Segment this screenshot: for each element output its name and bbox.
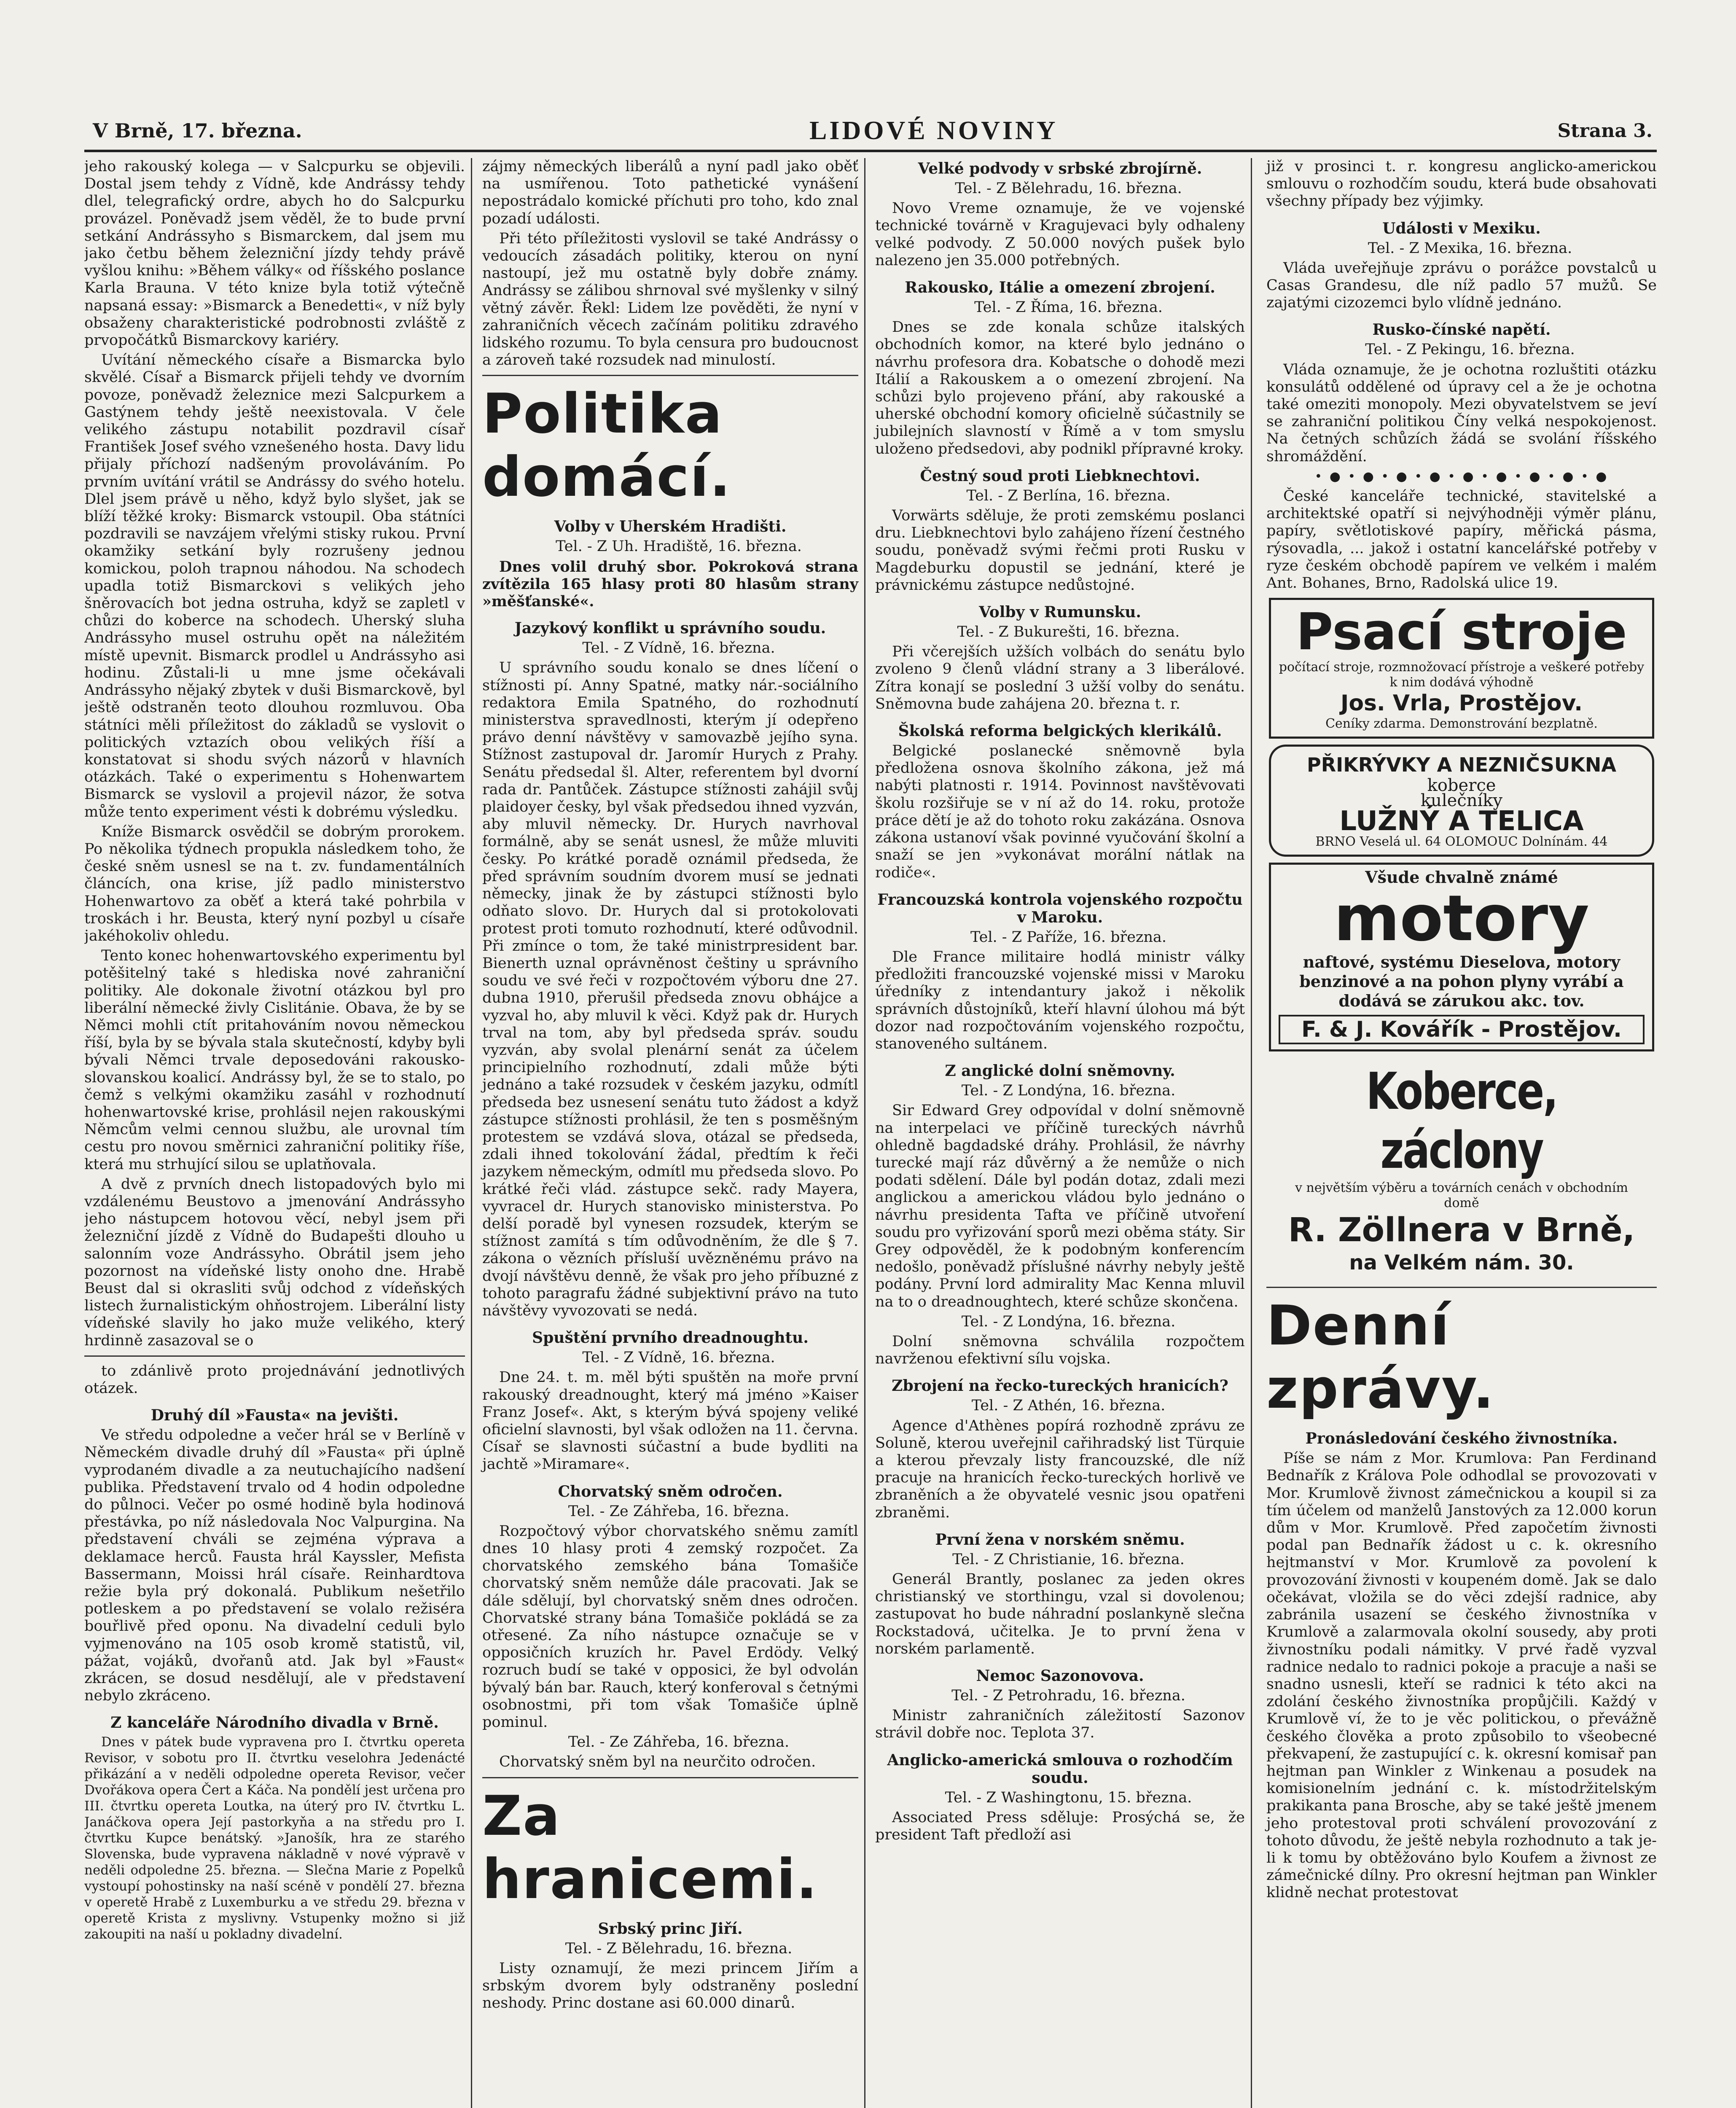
dateline: Tel. - Z Mexika, 16. března. [1368,239,1572,257]
headline: Čestný soud proti Liebknechtovi. [920,467,1200,485]
dateline: Tel. - Z Bělehradu, 16. března. [565,1940,793,1957]
headline-narodni-divadlo: Z kanceláře Národního divadla v Brně. [110,1714,439,1732]
article-text: Agence d'Athènes popírá rozhodně zprávu ze Soluně, kterou uveřejnil cařihradský list Türquie a kterou převzaly listy francouzské, dle níž pracuje na hranicích řecko-tureckých horlivě ve zbraněních a že obyvatelé vesnic jsou opatřeni zbraněmi. [875,1417,1245,1521]
article-text: A dvě z prvních dnech listopadových bylo mi vzdálenému Beustovo a jmenování Andrássyho jeho nástupcem hotovou věcí, nebyl jsem při železniční jízdě z Vídně do Budapešti dlouho u salonním voze Andrássyho. Obrátil jsem jeho pozornost na vídeňské listy onoho dne. Hrabě Beust dal si okrasliti svůj odchod z vídeňských listech žurnalistickým ohňostrojem. Liberální listy vídeňské slavily ho jako muže velikého, který hrdinně zasazoval se o [84,1175,465,1349]
article-text: Při této příležitosti vyslovil se také Andrássy o vedoucích zásadách politiky, kterou on nyní nastoupí, jež mu ostatně byly dobře známy. Andrássy se zálibou shrnoval své myšlenky v silný větný závěr. Řekl: Lidem lze pověděti, že nyní v zahraničních věcech začínám politiku zdravého lidského rozumu. To byla censura pro budoucnost a zároveň také rozsudek nad minulostí. [482,230,858,369]
headline: Volby v Uherském Hradišti. [554,518,787,536]
column-4 [1260,158,1657,2108]
article-text: to zdánlivě proto projednávání jednotlivých otázek. [84,1362,465,1397]
ad-koberce [1269,1057,1654,1281]
notice-text: České kanceláře technické, stavitelské a architektské opatří si nejvýhodněji výměr plánu, papíry, světlotiskové papíry, měřická pásma, rýsovadla, ... jakož i ostatní kancelářské potřeby v ryze českém obchodě papírem ve velkém i malém Ant. Bohanes, Brno, Radolská ulice 19. [1266,488,1657,592]
article-text: Dnes se zde konala schůze italských obchodních komor, na které bylo jednáno o návrhu profesora dra. Kobatsche o dohodě mezi Itálií a Rakouskem a o omezení zbrojení. Na schůzi bylo projeveno přání, aby rakouské a uherské obchodní komory oficielně súčastnily se jubilejních slavností v Římě a v tom smyslu uloženo předsedovi, aby podnikl přípravné kroky. [875,319,1245,457]
article-text: Dnes v pátek bude vypravena pro I. čtvrtku opereta Revisor, v sobotu pro II. čtvrtku veselohra Jedenácté přikázání a v neděli odpoledne opereta Revisor, večer Dvořákova opera Čert a Káča. Na pondělí jest určena pro III. čtvrtku opereta Loutka, na úterý pro IV. čtvrtku L. Janáčkova opera Její pastorkyňa a na středu pro I. čtvrtku Kupce benátský. »Janošík, hra ze starého Slovenska, bude vypravena nákladně v nové výpravě v neděli odpoledne 25. března. — Slečna Marie z Popelků vystoupí pohostinsky na naší scéně v pondělí 27. března v operetě Hrabě z Luxemburku a ve středu 29. března v operetě Krista z myslivny. Vstupenky možno si již zakoupiti na naší u pokladny divadelní. [84,1734,465,1942]
headline: Z anglické dolní sněmovny. [945,1062,1175,1080]
headline: Anglicko-americká smlouva o rozhodčím soudu. [887,1751,1233,1787]
ad-text: koberce [1427,776,1496,796]
article-text: Rozpočtový výbor chorvatského sněmu zamítl dnes 10 hlasy proti 4 zemský rozpočet. Za chorvatského zemského bána Tomašiče chorvatský sněm nemůže dále pracovati. Jak se dále sdělují, byl chorvatský sněm dnes odročen. Chorvatské strany bána Tomašiče pokládá se za otřesené. Za ního nástupce označuje se v opposičních kruzích hr. Pavel Erdödy. Velký rozruch budí se také v opposici, že byl odvolán bývalý bán bar. Rauch, který konferoval s četnými osobnostmi, při tom však Tomašiče úplně pominul. [482,1522,858,1731]
divider [482,1777,858,1778]
ad-text: počítací stroje, rozmnožovací přístroje a veškeré potřeby k nim dodává výhodně [1279,660,1645,690]
headline: Školská reforma belgických klerikálů. [898,722,1222,740]
section-title-za-hranicemi: Za hranicemi. [482,1783,818,1911]
dateline: Tel. - Z Londýna, 16. března. [961,1313,1176,1330]
dateline: Tel. - Z Bělehradu, 16. března. [955,180,1182,197]
headline: Jazykový konflikt u správního soudu. [514,619,826,637]
ad-firm: R. Zöllnera v Brně, [1288,1211,1635,1250]
dateline: Tel. - Z Paříže, 16. března. [970,928,1166,946]
headline: První žena v norském sněmu. [935,1530,1185,1549]
dateline: Tel. - Z Washingtonu, 15. března. [945,1789,1192,1806]
ad-motory [1269,863,1654,1051]
headline: Nemoc Sazonovova. [976,1667,1144,1685]
section-title-politika: Politika domácí. [482,382,731,509]
article-text: Ministr zahraničních záležitostí Sazonov strávil dobře noc. Teplota 37. [875,1707,1245,1742]
page-header [84,116,1657,152]
ad-firm: LUŽNÝ A TELICA [1339,806,1584,837]
article-text: Tento konec hohenwartovského experimentu byl potěšitelný také s hlediska nové zahraniční politiky. Ale dokonale životní otázkou byl pro liberální německé živly Cislitánie. Obava, že by se Němci mohli ctít pritahováním novou německou říší, byla by se bývala stala skutečností, kdyby byli bývali Němci trvale deposedováni rakousko-slovanskou koalicí. Andrássy byl, že se to stalo, po čemž s velkými okamžiku zasáhl v rozhodnutí hohenwartovské krise, prohlásil nejen rakouskými Němcům velmi cennou službu, ale urovnal tím cestu pro novou směrnici zahraniční politiky říše, která mu strhující silou se uplatňovala. [84,947,465,1173]
dateline: Tel. - Ze Záhřeba, 16. března. [568,1734,790,1751]
divider [1266,1287,1657,1288]
ornament-dots: • ● • ● • ● • ● • ● • ● • ● • ● • ● [1314,469,1609,484]
divider [482,375,858,376]
article-text: Vorwärts sděluje, že proti zemskému poslanci dru. Liebknechtovi bylo zahájeno řízení čestného soudu, poněvadž svými řečmi proti Rusku v Magdeburku dopustil se jednání, které je právnickému zástupce nedůstojné. [875,507,1245,594]
article-text: Belgické poslanecké sněmovně byla předložena osnova školního zákona, jež má nabýti platnosti r. 1914. Povinnost navštěvovati školu rozšiřuje se v ní až do 14. roku, protože práce dětí je až do tohoto roku zakázána. Osnova zákona ustanoví však povinné vyučování školní a snaží se jen »vykonávat morální nátlak na rodiče«. [875,742,1245,881]
headline-faust: Druhý díl »Fausta« na jevišti. [150,1406,399,1425]
divider [84,1355,465,1357]
dateline: Tel. - Z Athén, 16. března. [971,1397,1166,1414]
headline: Pronásledování českého živnostníka. [1305,1430,1618,1448]
article-text: U správního soudu konalo se dnes líčení o stížnosti pí. Anny Spatné, matky nár.-sociálního redaktora Emila Spatného, do rozhodnutí ministerstva spravedlnosti, kterým jí odepřeno právo denní návštěvy v samovazbě jejího syna. Stížnost zastupoval dr. Jaromír Hurych z Prahy. Senátu předsedal šl. Alter, referentem byl dvorní rada dr. Pantůček. Zástupce stížnosti zahájil svůj plaidoyer česky, byl však předsedou ihned vyzván, aby mluvil německy. Dr. Hurych navrhoval formálně, aby se senát usnesl, že může mluviti česky. Po krátké poradě oznámil předseda, že před správním soudním dvorem musí se jednati německy, jinak že by zástupci stížnosti bylo odňato slovo. Dr. Hurych dal si protokolovati protest proti tomuto rozhodnutí, které odůvodnil. Při zmínce o tom, že také ministrpresident bar. Bienerth uznal oprávněnost češtiny u správního soudu ve své řeči v rozpočtovém výboru dne 27. dubna 1910, přerušil předseda znovu obhájce a vyzval ho, aby mluvil k věci. Když pak dr. Hurych trval na tom, aby byl předseda správ. soudu vyzván, aby svolal plenární senát za účelem principielního rozhodnutí, zdali může býti jednáno a také rozsudek v českém jazyku, odmítl předseda bez usnesení senátu tuto žádost a když zástupce stížnosti prohlásil, že ten s posměšným protestem se vzdává slova, otázal se předseda, zdali ihned tokolování žádal, předtím k řeči jazykem německým, odmítl mu předseda slovo. Po krátké řeči vlád. zástupce sekč. rady Mayera, vyvracel dr. Hurych stanovisko ministerstva. Po delší poradě byl vynesen rozsudek, kterým se stížnost zamítá s tím odůvodněním, že dle § 7. zákona o vězních přísluší uvězněnému právo na dvojí návštěvu denně, že však pro jeho příbuzné z tohoto paragrafu žádné subjektivní právo na tuto návštěvy vyvozovati se nedá. [482,659,858,1319]
dateline: Tel. - Z Bukurešti, 16. března. [957,624,1180,641]
headline: Velké podvody v srbské zbrojírně. [918,160,1202,177]
ad-title: Koberce, záclony [1366,1062,1557,1180]
article-text: jeho rakouský kolega — v Salcpurku se objevili. Dostal jsem tehdy z Vídně, kde Andrássy tehdy dlel, telegrafický ordre, abych ho do Salcpurku provázel. Poněvadž jsem věděl, že to bude první setkání Andrássyho s Bismarckem, dal jsem mu jako četbu během železniční jízdy tehdy právě vyšlou knihu: »Během války« od říšského poslance Karla Brauna. V této knize byla totiž výtečně napsaná essay: »Bismarck a Benedetti«, v níž byly obsaženy charakteristické podrobnosti zvláště z prvopočátků Bismarckovy kariéry. [84,158,465,349]
headline: Srbský princ Jiří. [598,1920,743,1938]
dateline: Tel. - Z Vídně, 16. března. [582,1349,775,1366]
article-text: Při včerejších užších volbách do senátu bylo zvoleno 9 členů vládní strany a 3 liberálové. Zítra konají se poslední 3 užší volby do senátu. Sněmovna bude zahájena 20. března t. r. [875,643,1245,713]
ad-text: v největším výběru a továrních cenách v obchodním domě [1295,1180,1628,1211]
ad-prikryvky [1269,745,1654,857]
ad-text: na Velkém nám. 30. [1349,1251,1574,1275]
dateline: Tel. - Z Říma, 16. března. [974,299,1163,316]
dateline: Tel. - Z Petrohradu, 16. března. [951,1687,1185,1705]
article-text: Dolní sněmovna schválila rozpočtem navrženou efektivní sílu vojska. [875,1333,1245,1368]
ad-firm: F. & J. Kovářík - Prostějov. [1279,1015,1645,1044]
ad-psaci-stroje [1269,598,1654,739]
column-2 [480,158,865,2108]
article-text: Dne 24. t. m. měl býti spuštěn na moře první rakouský dreadnought, který má jméno »Kaiser Franz Josef«. Akt, s kterým bývá spojeny veliké oficielní slavnosti, byl však odložen na 11. června. Císař se slavnosti súčastní a bude bydliti na jachtě »Miramare«. [482,1369,858,1473]
dateline: Tel. - Z Londýna, 16. března. [961,1082,1176,1100]
headline: Spuštění prvního dreadnoughtu. [532,1329,809,1347]
headline: Zbrojení na řecko-tureckých hranicích? [892,1377,1228,1395]
ad-text: kulečníky [1420,791,1503,811]
header-page-number: Strana 3. [1557,120,1653,142]
column-1 [84,158,472,2108]
ad-title: Psací stroje [1296,603,1627,662]
article-text: Listy oznamují, že mezi princem Jiřím a srbským dvorem byly odstraněny poslední neshody. Princ dostane asi 60.000 dinarů. [482,1960,858,2012]
dateline: Tel. - Z Uh. Hradiště, 16. března. [556,538,802,555]
header-paper-title: LIDOVÉ NOVINY [809,116,1058,145]
article-text: Dle France militaire hodlá ministr války předložiti francouzské vojenské missi v Maroku úředníky z intendantury jakož i několik správních důstojníků, kteří hlavní úlohou má být dozor nad rozpočtováním vojenského rozpočtu, stanoveného sultánem. [875,948,1245,1052]
article-text: již v prosinci t. r. kongresu anglicko-americkou smlouvu o rozhodčím soudu, která bude obsahovati všechny případy bez výjimky. [1266,158,1657,210]
article-text: Novo Vreme oznamuje, že ve vojenské technické továrně v Kragujevaci byly odhaleny velké podvody. Z 50.000 nových pušek bylo nalezeno jen 35.000 potřebných. [875,200,1245,269]
ad-firm: Jos. Vrla, Prostějov. [1340,691,1583,716]
article-text: Dnes volil druhý sbor. Pokroková strana zvítězila 165 hlasy proti 80 hlasům strany »měšťanské«. [482,558,858,610]
ad-text: Všude chvalně známé [1365,868,1558,887]
dateline: Tel. - Z Christianie, 16. března. [952,1551,1185,1568]
dateline: Tel. - Z Vídně, 16. března. [582,640,775,657]
article-text: Ve středu odpoledne a večer hrál se v Berlíně v Německém divadle druhý díl »Fausta« při úplně vyprodaném divadle a za neutuchajícího nadšení publika. Představení trvalo od 4 hodin odpoledne do půlnoci. Večer po osmé hodině byla hodinová přestávka, po níž následovala Noc Valpurgina. Na představení chváli se zejména výprava a deklamace herců. Fausta hrál Kayssler, Mefista Bassermann, Moissi hrál císaře. Reinhardtova režie byla prý dokonalá. Publikum nešetřilo potleskem a po představení se volalo režiséra bouřlivě před oponu. Na divadelní ceduli bylo vyjmenováno na 105 osob kromě statistů, vil, pážat, vojáků, dvořanů atd. Jak byl »Faust« zkrácen, se dosud nesdělují, ale v představení nebylo zkráceno. [84,1427,465,1705]
headline: Události v Mexiku. [1382,219,1541,237]
article-text: Vláda oznamuje, že je ochotna rozluštiti otázku konsulátů oddělené od úpravy cel a že je ochotna také omeziti monopoly. Mezi obyvatelstvem se jeví se zahraniční politikou Číny velká nespokojenost. Na četných schůzích žádá se svolání říšského shromáždění. [1266,361,1657,465]
header-place-date: V Brně, 17. března. [93,119,302,142]
dateline: Tel. - Z Pekingu, 16. března. [1365,341,1575,358]
article-text: Kníže Bismarck osvědčil se dobrým prorokem. Po několika týdnech propukla následkem toho, že české sněm usnesl se na t. zv. fundamentálních článcích, ona krise, jíž padlo ministerstvo Hohenwartovo za oběť a která také pohrbila v troskách i hr. Beusta, který nyní pozbyl u císaře jakéhokoliv ohledu. [84,823,465,944]
ad-title: PŘIKRÝVKY A NEZNIČSUKNA [1306,753,1617,777]
article-text: zájmy německých liberálů a nyní padl jako oběť na usmířenou. Toto pathetické vynášení nepostrádalo komické příchuti pro toho, kdo znal pozadí události. [482,158,858,227]
headline: Rakousko, Itálie a omezení zbrojení. [905,279,1215,297]
column-3 [873,158,1252,2108]
ad-text: Ceníky zdarma. Demonstrování bezplatně. [1325,716,1598,731]
article-text: Sir Edward Grey odpovídal v dolní sněmovně na interpelaci ve příčině tureckých návrhů ohledně bagdadské dráhy. Prohlásil, že návrhy turecké mají ráz důvěrný a že nemůže o nich podati sdělení. Dále byl podán dotaz, zdali mezi anglickou a americkou vládou bylo jednáno o návrhu presidenta Tafta ve příčině utvoření soudu pro vyřizování sporů mezi oběma státy. Sir Grey odpověděl, že k podobným konferencím nedošlo, poněvadž příslušné návrhy nebyly ještě podány. První lord admirality Mac Kenna mluvil na to o dreadnoughtech, které schůze skončena. [875,1102,1245,1310]
ad-text: naftové, systému Dieselova, motory benzinové a na pohon plyny vyrábí a dodává se zárukou akc. tov. [1299,952,1624,1011]
headline: Rusko-čínské napětí. [1372,321,1551,339]
article-text: Chorvatský sněm byl na neurčito odročen. [499,1753,816,1771]
dateline: Tel. - Z Berlína, 16. března. [966,487,1171,504]
ad-title: motory [1334,882,1589,956]
article-text: Uvítání německého císaře a Bismarcka bylo skvělé. Císař a Bismarck přijeli tehdy ve dvorním povoze, poněvadž železnice mezi Salcpurkem a Gastýnem tehdy ještě neexistovala. V čele velikého zástupu notabilit pozdravil císař František Josef svého vznešeného hosta. Davy lidu přijaly příchozí nadšeným provoláváním. Po prvním uvítání vrátil se Andrássy do svého hotelu. Dlel jsem právě u něho, když bylo slyšet, jak se blíží těžké kroky: Bismarck vstoupil. Oba státníci pozdravili se navzájem vřelými stisky rukou. První okamžiky setkání byly rozrušeny jednou komickou, poloh trapnou náhodou. Na schodech upadla totiž Bismarckovi s velikých jeho šněrovacích bot jedna ostruha, když se zapletl v chůzi do koberce na schodech. Uherský sluha Andrássyho musel ostruhu opět na náležitém místě upevnit. Bismarck prodlel u Andrássyho asi hodinu. Zůstali-li u mne jsme očekávali Andrássyho nějaký zbytek v duši Bismarckově, byl ještě odstraněn teoto dlouhou rozmluvou. Oba státníci měli příležitost do základů se vyslovit o politických vztazích obou velikých říší a konstatovat si shodu svých názorů v hlavních otázkách. Také o experimentu s Hohenwartem Bismarck se vyslovil a projevil názor, že sotva může tento experiment vésti k dobrému výsledku. [84,352,465,820]
article-text: Píše se nám z Mor. Krumlova: Pan Ferdinand Bednařík z Králova Pole odhodlal se provozovati v Mor. Krumlově živnost zámečnickou a koupil si za tím účelem od manželů Janstových za 12.000 korun dům v Mor. Krumlově. Před započetím živnosti podal pan Bednařík žádost u c. k. okresního hejtmanství v Mor. Krumlově za povolení k provozování živnosti v koupeném domě. Jak se dalo očekávat, vložila se do věci zdejší radnice, aby zabránila usazení se českého živnostníka v Krumlově a zalarmovala okolní sousedy, aby proti živnostníku podali námitky. V prvé řadě vyzval radnice nedalo to radnici pokoje a pracuje a naši se snadno usnesli, kteří se radnici k této akci na zdolání českého živnostníka propůjčili. Každý v Krumlově ví, že to je věc politickou, o převážně českého člověka a proto způsobilo to všeobecné překvapení, že zastupující c. k. okresní komisař pan hejtman pan Winkler z Winkenau a posudek na komisionelním jednání c. k. místodržitelským prakikanta pana Brosche, aby se také ještě jmenem jeho protestoval proti schválení provozování z tohoto důvodu, že ještě nebyla rozhodnuto a tak je-li k tomu by obtěžováno bylo Koufem a živnost ze zámečnické dílny. Pro okresní hejtman pan Winkler klidně nechat protestovat [1266,1450,1657,1901]
headline: Francouzská kontrola vojenského rozpočtu v Maroku. [877,890,1243,926]
article-text: Associated Press sděluje: Prosýchá se, že president Taft předloží asi [875,1809,1245,1844]
headline: Volby v Rumunsku. [979,603,1141,621]
dateline: Tel. - Ze Záhřeba, 16. března. [568,1503,790,1520]
section-title-denni-zpravy: Denní zprávy. [1266,1293,1495,1421]
article-text: Vláda uveřejňuje zprávu o porážce povstalců u Casas Grandesu, dle níž padlo 57 mužů. Se zajatými cizozemci bylo vlídně jednáno. [1266,259,1657,312]
headline: Chorvatský sněm odročen. [558,1482,783,1500]
article-text: Generál Brantly, poslanec za jeden okres christianský ve storthingu, vzal si dovolenou; zastupovat ho bude náhradní poslankyně slečna Rockstadová, učitelka. Je to první žena v norském parlamentě. [875,1571,1245,1657]
ad-text: BRNO Veselá ul. 64 OLOMOUC Dolnínám. 44 [1315,834,1608,850]
